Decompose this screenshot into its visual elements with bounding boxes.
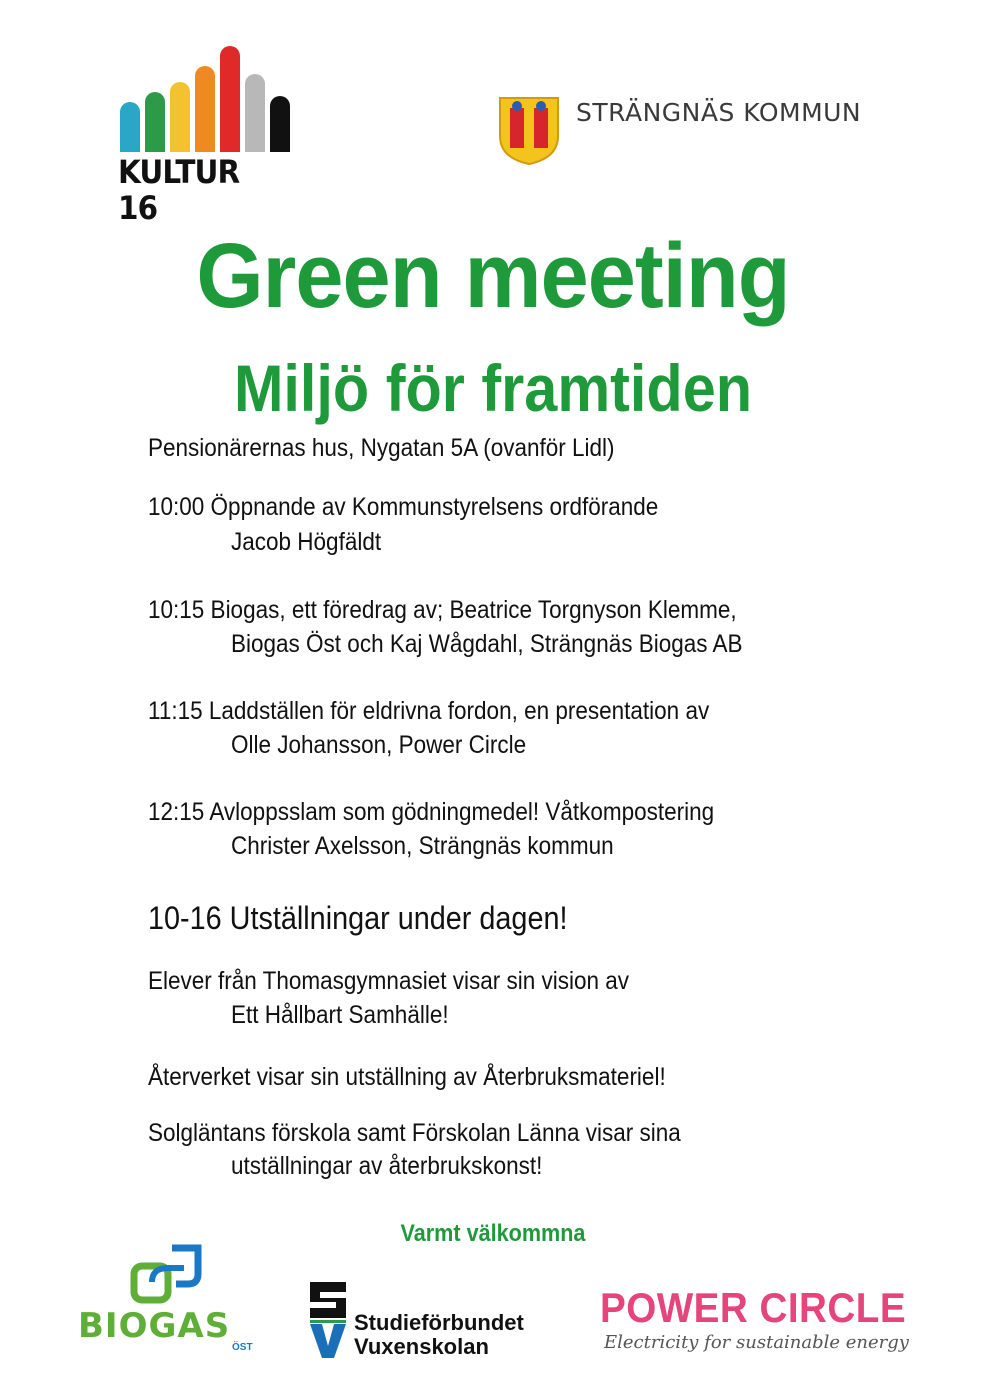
power-circle-tagline: Electricity for sustainable energy [604, 1332, 909, 1353]
exhibition-1-line2: Ett Hållbart Samhälle! [231, 1001, 449, 1029]
schedule-item-3-line2: Olle Johansson, Power Circle [231, 731, 527, 759]
schedule-item-2-line2: Biogas Öst och Kaj Wågdahl, Strängnäs Biogas AB [231, 630, 743, 658]
exhibition-3-line2: utställningar av återbrukskonst! [231, 1152, 543, 1180]
power-circle-logo [600, 1284, 940, 1364]
schedule-item-3-line1: 11:15 Laddställen för eldrivna fordon, en presentation av [148, 697, 710, 725]
schedule-item-4-line2: Christer Axelsson, Strängnäs kommun [231, 832, 614, 860]
biogas-emblem-icon [128, 1244, 208, 1304]
vuxenskolan-line2: Vuxenskolan [354, 1334, 489, 1359]
biogas-ost-logo [78, 1244, 268, 1356]
page-title: Green meeting [196, 225, 790, 327]
kultur16-text: KULTUR 16 [118, 153, 240, 227]
exhibition-2-line1: Återverket visar sin utställning av Återbruksmateriel! [148, 1063, 666, 1091]
schedule-item-1-line2: Jacob Högfäldt [231, 528, 382, 556]
kultur16-bars-icon [118, 46, 298, 156]
location: Pensionärernas hus, Nygatan 5A (ovanför Lidl) [148, 434, 615, 462]
biogas-sub-text: ÖST [232, 1342, 253, 1353]
page-subtitle: Miljö för framtiden [233, 351, 753, 425]
kultur16-logo [118, 46, 298, 227]
exhibition-1-line1: Elever från Thomasgymnasiet visar sin vision av [148, 967, 630, 995]
power-circle-title: POWER CIRCLE [600, 1284, 907, 1331]
schedule-item-4-line1: 12:15 Avloppsslam som gödningmedel! Våtkompostering [148, 798, 715, 826]
coat-of-arms-icon [498, 96, 560, 166]
exhibition-3-line1: Solgläntans förskola samt Förskolan Länna visar sina [148, 1119, 681, 1147]
vuxenskolan-line1: Studieförbundet [354, 1310, 524, 1335]
strangnas-kommun-text: STRÄNGNÄS KOMMUN [576, 98, 862, 127]
vuxenskolan-emblem-icon [306, 1280, 350, 1360]
schedule-item-1-line1: 10:00 Öppnande av Kommunstyrelsens ordförande [148, 493, 659, 521]
strangnas-kommun-logo [498, 96, 878, 166]
biogas-text: BIOGAS [78, 1306, 231, 1346]
schedule-item-2-line1: 10:15 Biogas, ett föredrag av; Beatrice Torgnyson Klemme, [148, 596, 737, 624]
exhibitions-heading: 10-16 Utställningar under dagen! [148, 900, 568, 936]
welcome-text: Varmt välkommna [400, 1220, 586, 1247]
vuxenskolan-logo [306, 1280, 566, 1360]
